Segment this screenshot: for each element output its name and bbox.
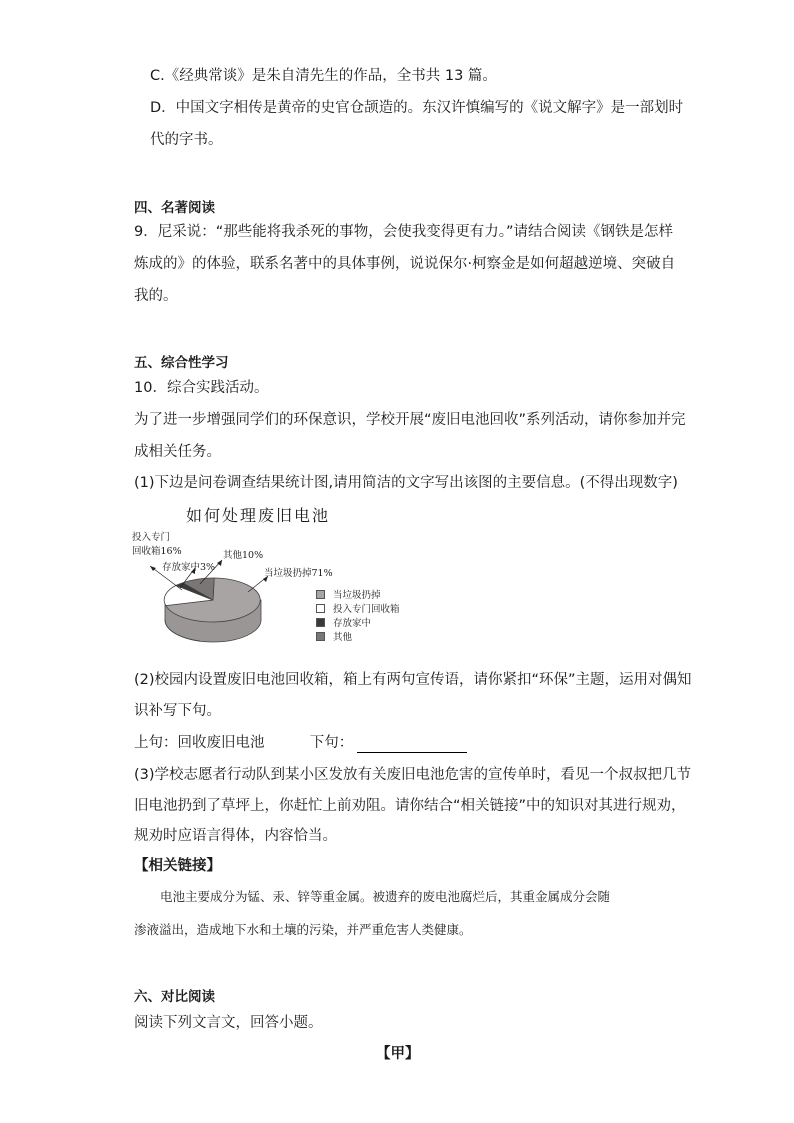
label-other: 其他10% <box>223 550 264 561</box>
legend-label-other: 其他 <box>333 632 353 643</box>
legend-item-trash <box>316 590 381 602</box>
q10-sub3-line1: (3)学校志愿者行动队到某小区发放有关废旧电池危害的宣传单时，看见一个叔叔把几节 <box>134 767 692 783</box>
legend-label-trash: 当垃圾扔掉 <box>333 590 381 601</box>
related-link-line2: 渗液溢出，造成地下水和土壤的污染，并严重危害人类健康。 <box>134 922 472 937</box>
legend-swatch-recycle <box>316 604 325 613</box>
lower-line-blank[interactable] <box>357 738 467 753</box>
q9-line3: 我的。 <box>134 288 178 304</box>
q10-intro-line2: 成相关任务。 <box>134 444 221 460</box>
upper-line: 上句：回收废旧电池 <box>134 735 265 751</box>
label-trash: 当垃圾扔掉71% <box>264 568 333 579</box>
q10-sub3-line2: 旧电池扔到了草坪上，你赶忙上前劝阻。请你结合“相关链接”中的知识对其进行规劝， <box>134 798 686 814</box>
q9-line1: 9．尼采说：“那些能将我杀死的事物，会使我变得更有力。”请结合阅读《钢铁是怎样 <box>134 224 673 240</box>
legend-label-recycle: 投入专门回收箱 <box>333 604 400 615</box>
q10-intro-line1: 为了进一步增强同学们的环保意识，学校开展“废旧电池回收”系列活动，请你参加并完 <box>134 412 686 428</box>
pie-chart <box>120 528 333 658</box>
section5-heading: 五、综合性学习 <box>134 355 229 371</box>
q8-option-d-line2: 代的字书。 <box>150 132 223 148</box>
q9-line2: 炼成的》的体验，联系名著中的具体事例，说说保尔·柯察金是如何超越逆境、突破自 <box>134 256 676 272</box>
q8-option-d-line1: D．中国文字相传是黄帝的史官仓颉造的。东汉许慎编写的《说文解字》是一部划时 <box>150 100 684 116</box>
legend-label-home: 存放家中 <box>333 618 372 629</box>
label-home: 存放家中3% <box>162 562 216 573</box>
q10-title: 10．综合实践活动。 <box>134 380 269 396</box>
related-link-line1: 电池主要成分为锰、汞、锌等重金属。被遗弃的废电池腐烂后，其重金属成分会随 <box>160 889 611 904</box>
label-recycle-2: 回收箱16% <box>132 546 182 557</box>
legend-swatch-other <box>316 632 325 641</box>
chart-title: 如何处理废旧电池 <box>186 506 331 525</box>
legend-item-recycle <box>316 604 400 616</box>
q8-option-c: C.《经典常谈》是朱自清先生的作品，全书共 13 篇。 <box>150 68 497 84</box>
label-recycle-1: 投入专门 <box>132 532 171 543</box>
passage-jia-heading: 【甲】 <box>376 1046 420 1062</box>
section4-heading: 四、名著阅读 <box>134 200 215 216</box>
section6-instruction: 阅读下列文言文，回答小题。 <box>134 1015 323 1031</box>
couplet-row <box>134 733 467 753</box>
q10-sub1: (1)下边是问卷调查结果统计图,请用简洁的文字写出该图的主要信息。(不得出现数字) <box>134 475 678 491</box>
related-link-heading: 【相关链接】 <box>134 858 221 874</box>
q10-sub2-line2: 识补写下句。 <box>134 703 221 719</box>
q10-sub2-line1: (2)校园内设置废旧电池回收箱，箱上有两句宣传语，请你紧扣“环保”主题，运用对偶知 <box>134 672 692 688</box>
legend-swatch-home <box>316 618 325 627</box>
legend-swatch-trash <box>316 590 325 599</box>
legend-item-other <box>316 632 352 644</box>
section6-heading: 六、对比阅读 <box>134 989 215 1005</box>
legend-item-home <box>316 618 371 630</box>
q10-sub3-line3: 规劝时应语言得体，内容恰当。 <box>134 828 337 844</box>
lower-line-label: 下句： <box>309 735 354 751</box>
